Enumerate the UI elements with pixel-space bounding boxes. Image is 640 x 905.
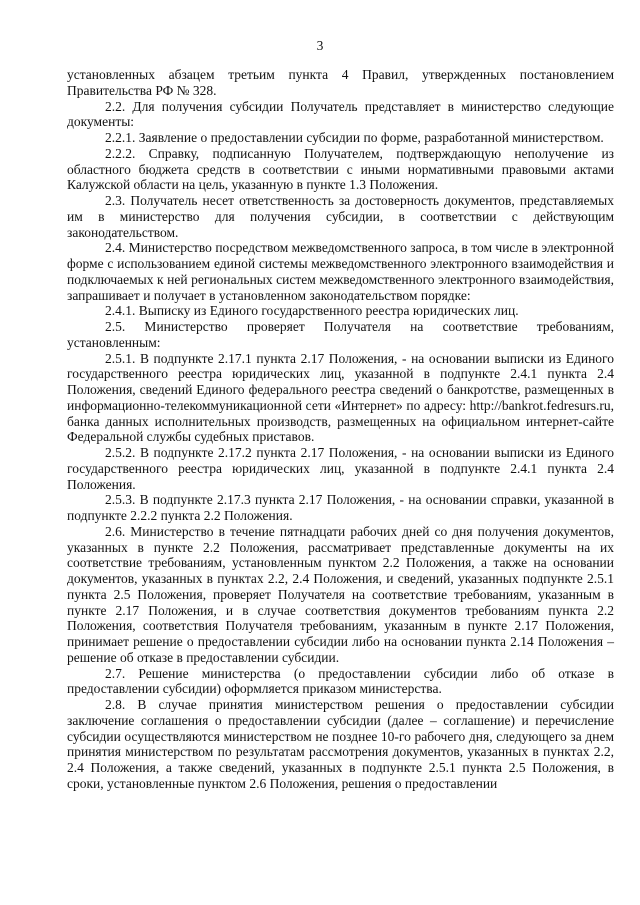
paragraph-2-7: 2.7. Решение министерства (о предоставлении субсидии либо об отказе в предоставлении субсидии) оформляется приказом министерства. bbox=[67, 665, 614, 697]
paragraph-2-8: 2.8. В случае принятия министерством решения о предоставлении субсидии заключение соглашения о предоставлении субсидии (далее – соглашение) и перечисление субсидии осуществляются министерством не позднее 10-го рабочего дня, следующего за днем принятия министерством по результатам рассмотрения документов, указанных в пунктах 2.2, 2.4 Положения, а также сведений, указанных в подпункте 2.5.1 пункта 2.5 Положения, в сроки, установленные пунктом 2.6 Положения, решения о предоставлении bbox=[67, 697, 614, 791]
paragraph-2-2-1: 2.2.1. Заявление о предоставлении субсидии по форме, разработанной министерством. bbox=[105, 130, 604, 145]
paragraph-2-2-2: 2.2.2. Справку, подписанную Получателем, подтверждающую неполучение из областного бюджета средств в соответствии с иными нормативными правовыми актами Калужской области на цель, указанную в пункте 1.3 Положения. bbox=[67, 145, 614, 193]
paragraph-2-5-2: 2.5.2. В подпункте 2.17.2 пункта 2.17 Положения, - на основании выписки из Единого государственного реестра юридических лиц, указанной в подпункте 2.4.1 пункта 2.4 Положения. bbox=[67, 445, 614, 492]
paragraph-2-3: 2.3. Получатель несет ответственность за достоверность документов, представляемых им в министерство для получения субсидии, в соответствии с действующим законодательством. bbox=[67, 193, 614, 240]
document-body bbox=[67, 67, 614, 792]
paragraph-2-4: 2.4. Министерство посредством межведомственного запроса, в том числе в электронной форме с использованием единой системы межведомственного электронного взаимодействия и подключаемых к ней региональных систем межведомственного электронного взаимодействия, запрашивает и получает в установленном законодательством порядке: bbox=[67, 240, 614, 303]
paragraph-2-6: 2.6. Министерство в течение пятнадцати рабочих дней со дня получения документов, указанных в пункте 2.2 Положения, рассматривает представленные документы на их соответствие требованиям, установленным пунктом 2.2 Положения, а также на основании документов, указанных в пунктах 2.2, 2.4 Положения, и сведений, указанных подпункте 2.5.1 пункта 2.5 Положения, проверяет Получателя на соответствие требованиям, указанным в пункте 2.17 Положения, и в случае соответствия документов требованиям пункта 2.2 Положения, соответствия Получателя требованиям, указанным в пункте 2.17 Положения, принимает решение о предоставлении субсидии либо на основании пункта 2.14 Положения – решение об отказе в предоставлении субсидии. bbox=[67, 523, 614, 665]
paragraph-continuation: установленных абзацем третьим пункта 4 Правил, утвержденных постановлением Правительства РФ № 328. bbox=[67, 67, 614, 98]
paragraph-2-5: 2.5. Министерство проверяет Получателя на соответствие требованиям, установленным: bbox=[67, 319, 614, 350]
paragraph-2-5-1: 2.5.1. В подпункте 2.17.1 пункта 2.17 Положения, - на основании выписки из Единого государственного реестра юридических лиц, указанной в подпункте 2.4.1 пункта 2.4 Положения, сведений Единого федерального реестра сведений о банкротстве, размещенных в информационно-телекоммуникационной сети «Интернет» по адресу: http://bankrot.fedresurs.ru, банка данных исполнительных производств, размещенных на официальном интернет-сайте Федеральной службы судебных приставов. bbox=[67, 350, 614, 445]
paragraph-2-2: 2.2. Для получения субсидии Получатель представляет в министерство следующие документы: bbox=[67, 98, 614, 130]
paragraph-2-5-3: 2.5.3. В подпункте 2.17.3 пункта 2.17 Положения, - на основании справки, указанной в подпункте 2.2.2 пункта 2.2 Положения. bbox=[67, 492, 614, 523]
page-number: 3 bbox=[316, 38, 324, 53]
paragraph-2-4-1: 2.4.1. Выписку из Единого государственного реестра юридических лиц. bbox=[105, 303, 519, 319]
